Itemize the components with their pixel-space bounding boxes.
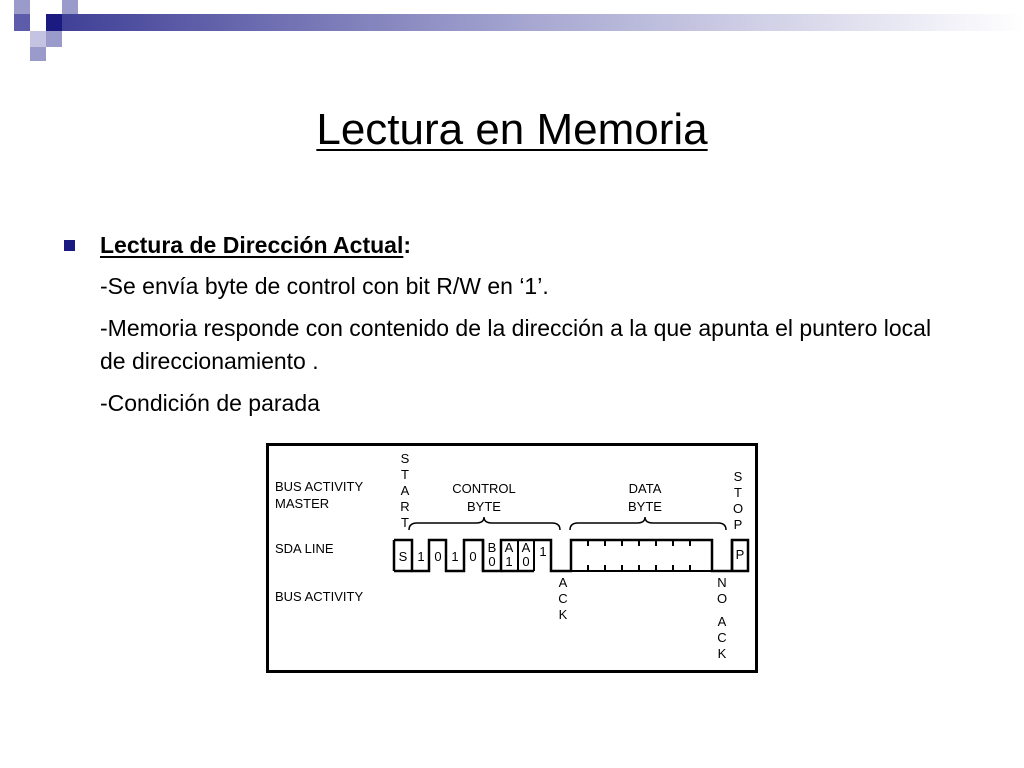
start-letter: T (401, 515, 409, 530)
bullet-line: -Se envía byte de control con bit R/W en ‘1’. (100, 273, 549, 299)
control-byte-label: CONTROL (452, 481, 516, 496)
row-label-slave: BUS ACTIVITY (275, 589, 364, 604)
start-letter: A (400, 483, 410, 498)
sda-bit: 0 (469, 549, 477, 564)
bullet-heading-text: Lectura de Dirección Actual (100, 232, 404, 258)
slide-title: Lectura en Memoria (316, 105, 708, 154)
start-letter: T (401, 467, 409, 482)
bullet-square-icon (64, 240, 75, 251)
row-label-master-2: MASTER (275, 496, 330, 511)
sda-bit: A (504, 540, 514, 555)
sda-bit: 0 (434, 549, 442, 564)
data-byte-label: DATA (628, 481, 662, 496)
start-letter: S (400, 451, 410, 466)
stop-letter: O (732, 501, 744, 516)
sda-bit-p: P (735, 547, 745, 562)
sda-bit: 0 (488, 554, 496, 569)
sda-bit: 1 (417, 549, 425, 564)
no-ack-letter: K (717, 646, 727, 661)
sda-bit: 1 (505, 554, 513, 569)
decorative-header (0, 0, 1024, 62)
row-label-sda: SDA LINE (275, 541, 334, 556)
deco-square (14, 0, 30, 14)
bullet-heading (100, 230, 411, 260)
deco-square (14, 14, 30, 31)
header-gradient-bar (48, 14, 1024, 31)
data-byte-label: BYTE (628, 499, 662, 514)
bullet-line: -Memoria responde con contenido de la dirección a la que apunta el puntero local de direccionamiento . (100, 315, 932, 374)
no-ack-letter: C (717, 630, 727, 645)
deco-square (30, 47, 46, 61)
sda-bit: B (487, 540, 497, 555)
i2c-read-diagram (266, 443, 758, 673)
start-letter: R (400, 499, 410, 514)
row-label-master-1: BUS ACTIVITY (275, 479, 364, 494)
sda-bit: 0 (522, 554, 530, 569)
deco-square (46, 14, 62, 31)
deco-square (30, 14, 46, 31)
deco-square (30, 31, 46, 47)
ack-letter: A (558, 575, 568, 590)
bullet-line: -Condición de parada (100, 390, 320, 416)
bullet-heading-colon: : (403, 232, 412, 258)
no-ack-letter: A (717, 614, 727, 629)
stop-letter: S (733, 469, 743, 484)
deco-square (62, 0, 78, 14)
control-byte-label: BYTE (467, 499, 501, 514)
stop-letter: P (733, 517, 743, 532)
deco-square (46, 31, 62, 47)
ack-letter: C (558, 591, 568, 606)
sda-bit-s: S (398, 549, 408, 564)
sda-bit: A (521, 540, 531, 555)
sda-bit-rw: 1 (539, 544, 547, 559)
stop-letter: T (734, 485, 742, 500)
sda-bit: 1 (451, 549, 459, 564)
no-ack-letter: N (717, 575, 727, 590)
ack-letter: K (558, 607, 568, 622)
no-ack-letter: O (716, 591, 728, 606)
